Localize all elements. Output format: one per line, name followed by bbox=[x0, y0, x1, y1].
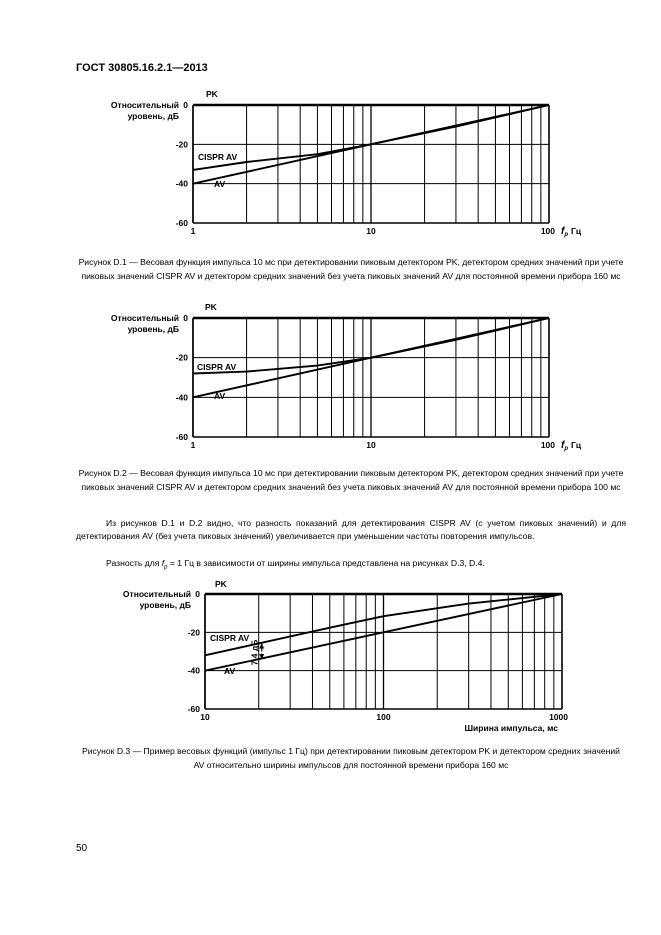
series-label-pk: PK bbox=[205, 302, 217, 312]
document-header: ГОСТ 30805.16.2.1—2013 bbox=[76, 62, 208, 74]
y-tick-label: -60 bbox=[175, 432, 188, 442]
figure-d2-chart bbox=[0, 302, 661, 462]
series-label-cispr-av: CISPR AV bbox=[198, 152, 238, 162]
y-axis-label-line1: Относительный bbox=[110, 313, 179, 323]
y-tick-label: -20 bbox=[187, 627, 200, 638]
x-axis-label: Ширина импульса, мс bbox=[464, 723, 558, 733]
series-label-av: AV bbox=[214, 179, 226, 189]
series-label-pk: PK bbox=[215, 579, 227, 589]
series-label-cispr-av: CISPR AV bbox=[197, 362, 237, 372]
x-tick-label: 1 bbox=[190, 226, 196, 236]
figure-d3-chart bbox=[0, 578, 661, 738]
y-tick-label: -40 bbox=[175, 392, 188, 403]
annotation-label: 7,4 дБ bbox=[249, 639, 260, 666]
series-label-cispr-av: CISPR AV bbox=[210, 633, 250, 643]
series-label-av: AV bbox=[214, 391, 226, 401]
x-tick-label: 100 bbox=[376, 712, 391, 722]
body-paragraph-2-suffix: = 1 Гц в зависимости от ширины импульса представлена на рисунках D.3, D.4. bbox=[167, 558, 485, 568]
y-tick-label: -60 bbox=[175, 218, 188, 228]
x-axis-label-sub: p bbox=[564, 232, 569, 238]
body-paragraph-2-prefix: Разность для bbox=[106, 558, 162, 568]
y-tick-label: -60 bbox=[187, 704, 200, 714]
figure-d1-chart bbox=[0, 90, 661, 250]
y-axis-label-line1: Относительный bbox=[110, 100, 179, 110]
body-paragraph-1: Из рисунков D.1 и D.2 видно, что разность показаний для детектирования CISPR AV (с учетом пиковых значений) и для детектирования AV (без учета пиковых значений) увеличивается при уменьшении частоты повторения импульсов. bbox=[76, 518, 626, 542]
y-axis-label-line2: уровень, дБ bbox=[127, 111, 179, 121]
x-tick-label: 10 bbox=[366, 226, 376, 236]
y-tick-label: 0 bbox=[195, 589, 200, 599]
figure-d3-caption: Рисунок D.3 — Пример весовых функций (импульс 1 Гц) при детектировании пиковым детектором PK и детектором средних значений AV относительно ширины импульсов для постоянной времени прибора 160 мс bbox=[82, 746, 620, 770]
x-axis-label bbox=[561, 226, 582, 238]
x-axis-label-unit: Гц bbox=[571, 226, 582, 236]
figure-d2-caption: Рисунок D.2 — Весовая функция импульса 10 мс при детектировании пиковым детектором PK, детектором средних значений при учете пиковых значений CISPR AV и детектором средних значений без учета пиковых значений AV для постоянной времени прибора 100 мс bbox=[78, 468, 624, 492]
y-tick-label: 0 bbox=[183, 313, 188, 323]
x-tick-label: 1000 bbox=[549, 712, 568, 722]
x-tick-label: 100 bbox=[540, 226, 555, 236]
series-label-av: AV bbox=[224, 666, 236, 676]
figure-d1-caption: Рисунок D.1 — Весовая функция импульса 10 мс при детектировании пиковым детектором PK, детектором средних значений при учете пиковых значений CISPR AV и детектором средних значений без учета пиковых значений AV для постоянной времени прибора 160 мс bbox=[78, 257, 624, 281]
y-tick-label: -20 bbox=[175, 352, 188, 363]
y-tick-label: -40 bbox=[187, 665, 200, 676]
y-tick-label: -20 bbox=[175, 139, 188, 150]
y-axis-label-line1: Относительный bbox=[122, 589, 191, 599]
x-axis-label-f: f bbox=[561, 226, 565, 237]
x-axis-label bbox=[561, 440, 582, 452]
x-tick-label: 1 bbox=[190, 440, 196, 450]
x-tick-label: 100 bbox=[540, 440, 555, 450]
series-label-pk: PK bbox=[206, 89, 218, 99]
x-tick-label: 10 bbox=[366, 440, 376, 450]
x-axis-label-sub: p bbox=[564, 446, 569, 452]
y-axis-label-line2: уровень, дБ bbox=[139, 600, 191, 610]
y-axis-label-line2: уровень, дБ bbox=[127, 324, 179, 334]
body-paragraph-2-f: f bbox=[161, 558, 165, 568]
body-paragraph-2 bbox=[76, 557, 626, 575]
page-number: 50 bbox=[76, 843, 88, 854]
x-axis-label-f: f bbox=[561, 440, 565, 451]
annotation-arrow-head-top bbox=[259, 643, 264, 648]
x-tick-label: 10 bbox=[200, 712, 210, 722]
body-paragraph-2-sub: p bbox=[164, 564, 168, 571]
x-axis-label-unit: Гц bbox=[571, 440, 582, 450]
y-tick-label: -40 bbox=[175, 178, 188, 189]
y-tick-label: 0 bbox=[183, 100, 188, 110]
